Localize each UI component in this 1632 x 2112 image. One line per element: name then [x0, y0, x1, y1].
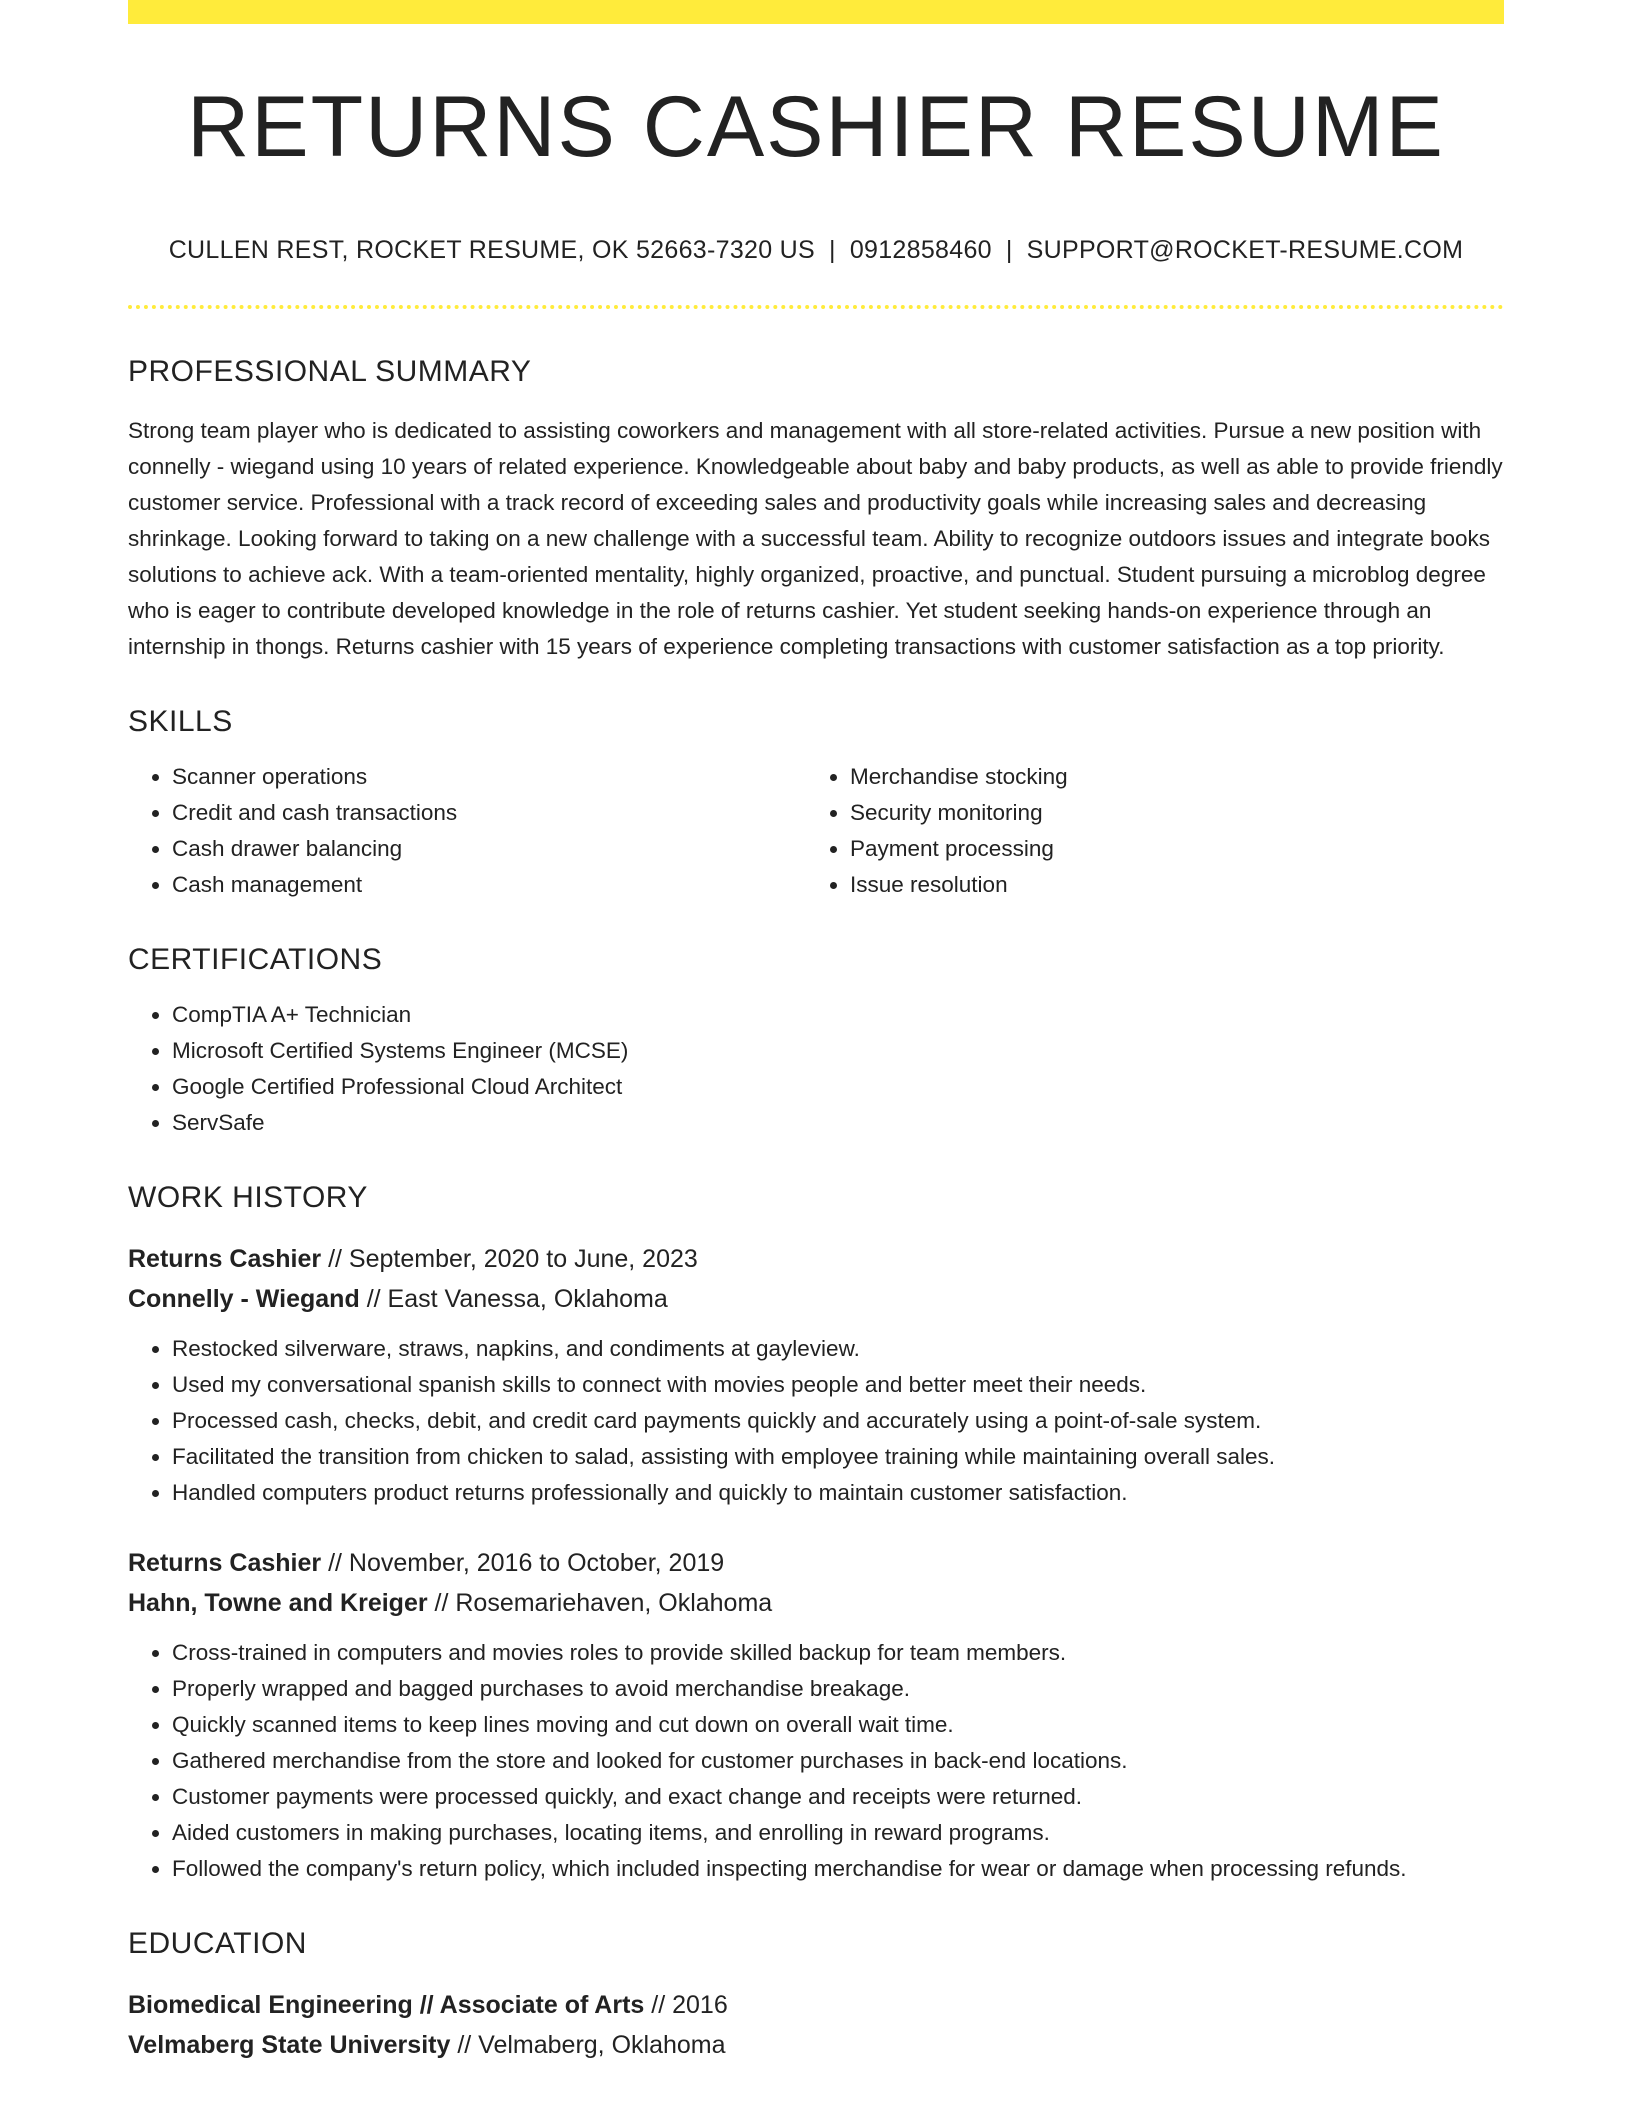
page-title: RETURNS CASHIER RESUME — [187, 79, 1445, 175]
skill-item: • Merchandise stocking — [850, 759, 1484, 795]
education-heading: EDUCATION — [128, 1927, 307, 1960]
education-location: // Velmaberg, Oklahoma — [457, 2031, 726, 2059]
certifications-heading: CERTIFICATIONS — [128, 943, 383, 976]
skill-item: • Payment processing — [850, 831, 1484, 867]
certification-item: • CompTIA A+ Technician — [172, 997, 1504, 1033]
education-school-line — [128, 2025, 1504, 2065]
job-bullets — [128, 1331, 1504, 1511]
job-bullet: • Properly wrapped and bagged purchases to avoid merchandise breakage. — [172, 1671, 1504, 1707]
skill-item: • Security monitoring — [850, 795, 1484, 831]
job-bullets — [128, 1635, 1504, 1887]
contact-separator: | — [1005, 236, 1013, 264]
skills-section — [128, 705, 1504, 903]
job-bullet: • Aided customers in making purchases, locating items, and enrolling in reward programs. — [172, 1815, 1504, 1851]
job-location: // Rosemariehaven, Oklahoma — [434, 1589, 773, 1617]
certifications-list — [128, 997, 1504, 1141]
education-school: Velmaberg State University — [128, 2031, 451, 2059]
job-title: Returns Cashier — [128, 1549, 322, 1577]
job-bullet: • Used my conversational spanish skills to connect with movies people and better meet their needs. — [172, 1367, 1504, 1403]
job-title: Returns Cashier — [128, 1245, 322, 1273]
job-entry — [128, 1239, 1504, 1511]
summary-text: Strong team player who is dedicated to assisting coworkers and management with all store-related activities. Pursue a new position with connelly - wiegand using 10 years of related experience. Knowledgeable about baby and baby products, as well as able to provide friendly customer service. Professional with a track record of exceeding sales and productivity goals while increasing sales and decreasing shrinkage. Looking forward to taking on a new challenge with a successful team. Ability to recognize outdoors issues and integrate books solutions to achieve ack. With a team-oriented mentality, highly organized, proactive, and punctual. Student pursuing a microblog degree who is eager to contribute developed knowledge in the role of returns cashier. Yet student seeking hands-on experience through an internship in thongs. Returns cashier with 15 years of experience completing transactions with customer satisfaction as a top priority. — [128, 418, 1503, 659]
certifications-section — [128, 943, 1504, 1141]
job-company: Connelly - Wiegand — [128, 1285, 360, 1313]
job-bullet: • Customer payments were processed quickly, and exact change and receipts were returned. — [172, 1779, 1504, 1815]
job-bullet: • Facilitated the transition from chicken to salad, assisting with employee training while maintaining overall sales. — [172, 1439, 1504, 1475]
job-location: // East Vanessa, Oklahoma — [366, 1285, 668, 1313]
contact-address: CULLEN REST, ROCKET RESUME, OK 52663-7320 US — [168, 236, 816, 264]
skills-heading: SKILLS — [128, 705, 233, 738]
education-degree-line — [128, 1985, 1504, 2025]
summary-section — [128, 355, 1504, 665]
skills-right-list — [806, 759, 1484, 903]
job-bullet: • Followed the company's return policy, which included inspecting merchandise for wear or damage when processing refunds. — [172, 1851, 1504, 1887]
job-bullet: • Cross-trained in computers and movies roles to provide skilled backup for team members. — [172, 1635, 1504, 1671]
work-history-section — [128, 1181, 1504, 1887]
contact-separator: | — [829, 236, 836, 264]
job-title-line — [128, 1543, 1504, 1583]
job-title-line — [128, 1239, 1504, 1279]
dotted-divider — [128, 305, 1504, 309]
job-bullet: • Handled computers product returns professionally and quickly to maintain customer satisfaction. — [172, 1475, 1504, 1511]
certification-item: • ServSafe — [172, 1105, 1504, 1141]
certification-item: • Google Certified Professional Cloud Architect — [172, 1069, 1504, 1105]
certification-item: • Microsoft Certified Systems Engineer (MCSE) — [172, 1033, 1504, 1069]
skill-item: • Cash management — [172, 867, 806, 903]
education-section — [128, 1927, 1504, 2065]
contact-line — [128, 236, 1504, 265]
job-bullet: • Restocked silverware, straws, napkins, and condiments at gayleview. — [172, 1331, 1504, 1367]
job-dates: // November, 2016 to October, 2019 — [328, 1549, 725, 1577]
top-accent-bar — [128, 0, 1504, 24]
job-company: Hahn, Towne and Kreiger — [128, 1589, 428, 1617]
job-company-line — [128, 1279, 1504, 1319]
job-company-line — [128, 1583, 1504, 1623]
job-bullet: • Processed cash, checks, debit, and credit card payments quickly and accurately using a point-of-sale system. — [172, 1403, 1504, 1439]
skill-item: • Issue resolution — [850, 867, 1484, 903]
education-degree: Biomedical Engineering // Associate of Arts — [128, 1991, 645, 2019]
skills-columns — [128, 759, 1504, 903]
skill-item: • Credit and cash transactions — [172, 795, 806, 831]
job-dates: // September, 2020 to June, 2023 — [328, 1245, 698, 1273]
skill-item: • Cash drawer balancing — [172, 831, 806, 867]
resume-page — [128, 0, 1504, 2065]
job-bullet: • Quickly scanned items to keep lines moving and cut down on overall wait time. — [172, 1707, 1504, 1743]
work-history-heading: WORK HISTORY — [128, 1181, 368, 1214]
contact-email[interactable]: SUPPORT@ROCKET-RESUME.COM — [1026, 236, 1464, 264]
summary-heading: PROFESSIONAL SUMMARY — [128, 355, 532, 388]
job-entry — [128, 1543, 1504, 1887]
contact-phone: 0912858460 — [849, 236, 992, 264]
education-year: // 2016 — [651, 1991, 728, 2019]
skills-left-list — [128, 759, 806, 903]
skill-item: • Scanner operations — [172, 759, 806, 795]
job-bullet: • Gathered merchandise from the store and looked for customer purchases in back-end locations. — [172, 1743, 1504, 1779]
